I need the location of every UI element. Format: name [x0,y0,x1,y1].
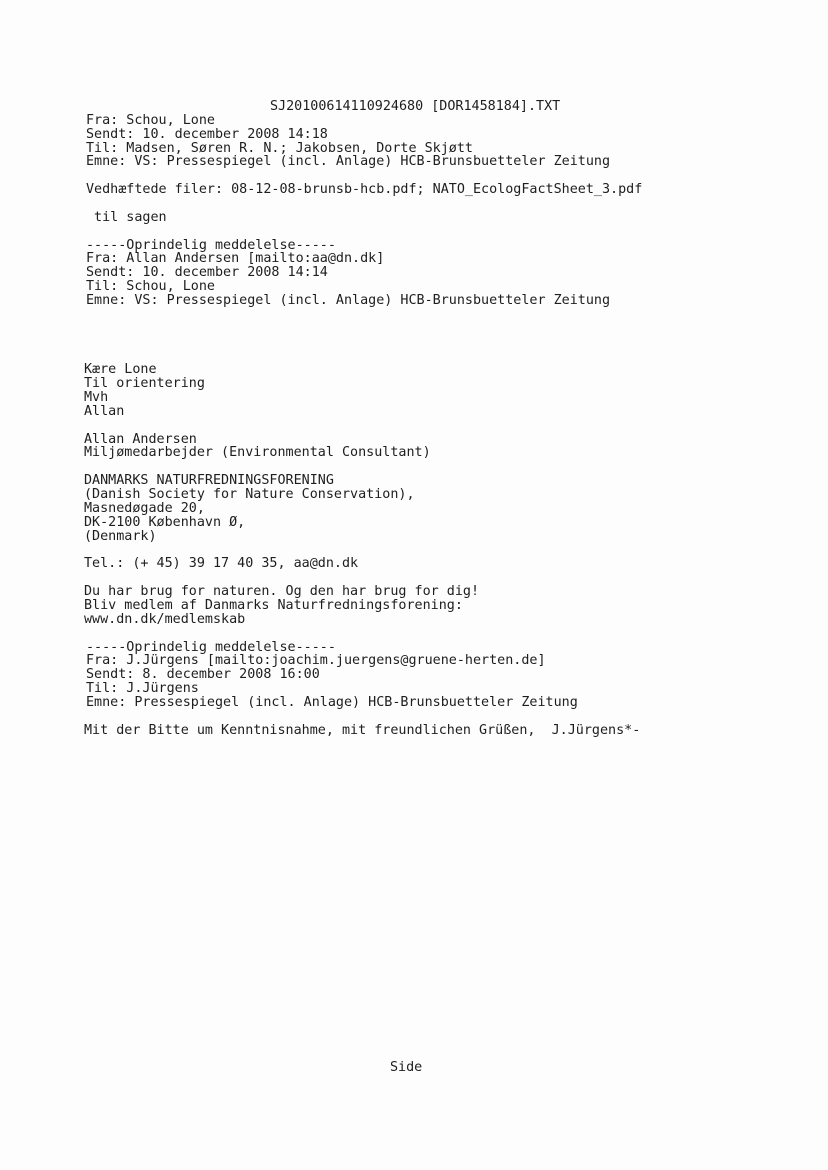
spacer [86,225,806,239]
greeting-line: Kære Lone [84,362,157,378]
forwarded-message-2 [86,641,806,738]
signature-title: Miljømedarbejder (Environmental Consultant) [84,445,431,461]
spacer [86,710,806,724]
sender-name: Allan [84,403,125,419]
subject-line: Emne: Pressespiegel (incl. Anlage) HCB-Brunsbuetteler Zeitung [86,694,578,710]
message-body: til sagen [86,209,167,225]
closing-line: Mvh [84,390,109,406]
subject-line: Emne: VS: Pressespiegel (incl. Anlage) HCB-Brunsbuetteler Zeitung [86,293,611,309]
membership-url: www.dn.dk/medlemskab [84,611,246,627]
spacer [84,627,806,641]
to-line: Til: Madsen, Søren R. N.; Jakobsen, Dorte Skjøtt [86,140,473,156]
address-city: DK-2100 København Ø, [84,514,246,530]
organization-name: DANMARKS NATURFREDNINGSFORENING [84,473,334,489]
spacer [84,419,806,433]
spacer [86,169,806,183]
spacer [86,349,806,363]
message-body [84,363,806,640]
sent-line: Sendt: 10. december 2008 14:14 [86,265,328,281]
signature-name: Allan Andersen [84,431,197,447]
organization-english-name: (Danish Society for Nature Conservation), [84,487,415,503]
spacer [86,197,806,211]
spacer [84,544,806,558]
membership-line: Bliv medlem af Danmarks Naturfredningsforening: [84,597,463,613]
email-printout [86,100,806,738]
sent-line: Sendt: 8. december 2008 16:00 [86,667,320,683]
from-line: Fra: J.Jürgens [mailto:joachim.juergens@gruene-herten.de] [86,653,546,669]
spacer [86,308,806,322]
attachments-line: Vedhæftede filer: 08-12-08-brunsb-hcb.pdf; NATO_EcologFactSheet_3.pdf [86,182,643,198]
tagline: Du har brug for naturen. Og den har brug for dig! [84,584,480,600]
from-line: Fra: Allan Andersen [mailto:aa@dn.dk] [86,251,385,267]
subject-line: Emne: VS: Pressespiegel (incl. Anlage) HCB-Brunsbuetteler Zeitung [86,154,611,170]
forward-separator: -----Oprindelig meddelelse----- [86,639,336,655]
spacer [84,571,806,585]
spacer [86,322,806,336]
page-footer: Side [390,1060,423,1075]
address-country: (Denmark) [84,528,157,544]
address-street: Masnedøgade 20, [84,500,205,516]
sent-line: Sendt: 10. december 2008 14:18 [86,126,328,142]
file-header: SJ20100614110924680 [DOR1458184].TXT [270,99,561,114]
to-line: Til: Schou, Lone [86,279,215,295]
spacer [84,460,806,474]
to-line: Til: J.Jürgens [86,681,199,697]
message-body: Mit der Bitte um Kenntnisnahme, mit freundlichen Grüßen, J.Jürgens*- [84,722,641,738]
email-header [86,114,806,169]
forwarded-message-1 [86,239,806,641]
contact-line: Tel.: (+ 45) 39 17 40 35, aa@dn.dk [84,556,359,572]
spacer [86,336,806,350]
from-line: Fra: Schou, Lone [86,112,215,128]
forward-separator: -----Oprindelig meddelelse----- [86,237,336,253]
body-line: Til orientering [84,376,205,392]
